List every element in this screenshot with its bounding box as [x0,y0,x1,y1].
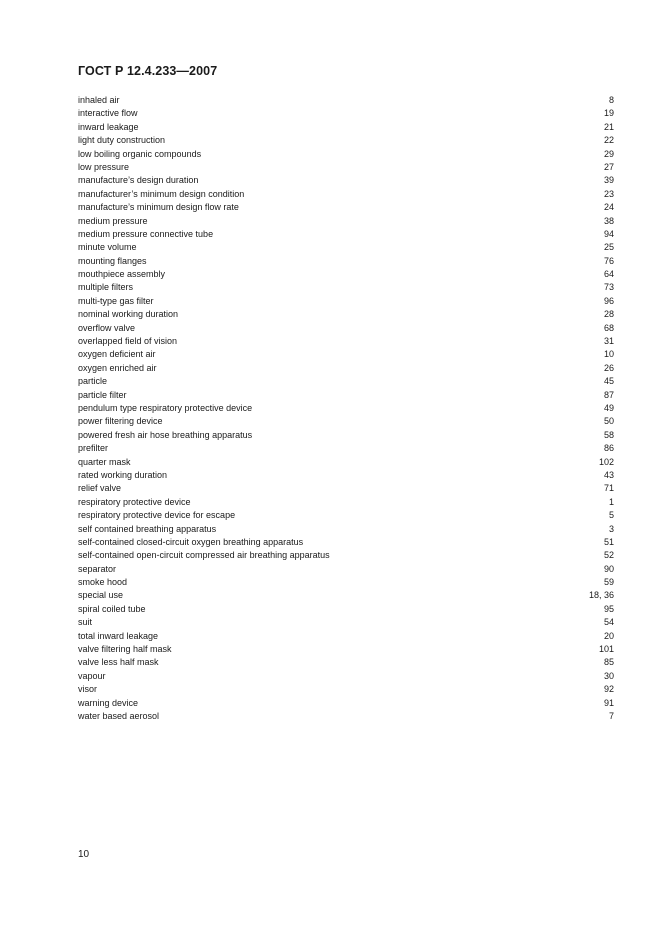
index-term: medium pressure [78,215,148,226]
index-term: mounting flanges [78,255,147,266]
index-entry [78,375,614,388]
index-term: inward leakage [78,121,139,132]
index-entry [78,643,614,656]
index-entry [78,523,614,536]
index-page-ref: 23 [603,188,614,199]
index-term: warning device [78,697,139,708]
index-page-ref: 58 [603,429,614,440]
index-page-ref: 38 [603,215,614,226]
index-page-ref: 43 [603,469,614,480]
page-number: 10 [78,849,90,860]
index-entry [78,415,614,428]
index-page-ref: 19 [603,108,614,119]
index-page-ref: 51 [603,536,614,547]
index-page-ref: 25 [603,242,614,253]
index-entry [78,348,614,361]
index-page-ref: 30 [603,670,614,681]
index-entry [78,616,614,629]
index-page-ref: 87 [603,389,614,400]
index-page-ref: 68 [603,322,614,333]
index-entry [78,295,614,308]
index-page-ref: 24 [603,202,614,213]
index-entry [78,161,614,174]
index-page-ref: 21 [603,121,614,132]
index-entry [78,241,614,254]
index-entry [78,188,614,201]
index-page-ref: 54 [603,617,614,628]
index-term: prefilter [78,443,109,454]
index-page-ref: 76 [603,255,614,266]
index-entry [78,389,614,402]
index-term: valve filtering half mask [78,644,172,655]
index-term: respiratory protective device [78,496,191,507]
index-entry [78,215,614,228]
index-term: powered fresh air hose breathing apparatus [78,429,253,440]
index-entry [78,201,614,214]
index-term: manufacturer’s minimum design condition [78,188,245,199]
index-page-ref: 27 [603,161,614,172]
index-term: nominal working duration [78,309,179,320]
index-term: vapour [78,670,106,681]
index-term: rated working duration [78,469,168,480]
index-term: mouthpiece assembly [78,269,166,280]
index-term: quarter mask [78,456,131,467]
index-page-ref: 96 [603,295,614,306]
index-entry [78,536,614,549]
index-page-ref: 5 [608,510,614,521]
index-page-ref: 50 [603,416,614,427]
index-entry [78,281,614,294]
index-page-ref: 10 [603,349,614,360]
index-entry [78,268,614,281]
index-entry [78,442,614,455]
index-term: self contained breathing apparatus [78,523,217,534]
index-page-ref: 52 [603,550,614,561]
index-term: minute volume [78,242,137,253]
index-term: visor [78,684,98,695]
index-page-ref: 73 [603,282,614,293]
index-page-ref: 85 [603,657,614,668]
index-term: manufacture’s design duration [78,175,199,186]
index-entry [78,576,614,589]
index-entry [78,429,614,442]
index-term: inhaled air [78,95,120,105]
index-entry [78,496,614,509]
index-entry [78,335,614,348]
index-page-ref: 95 [603,603,614,614]
term-index-list [78,94,614,723]
index-entry [78,603,614,616]
index-term: low pressure [78,161,130,172]
index-term: medium pressure connective tube [78,228,214,239]
document-header: ГОСТ Р 12.4.233—2007 [78,64,218,78]
index-term: oxygen enriched air [78,362,157,373]
index-term: manufacture’s minimum design flow rate [78,202,239,213]
index-page-ref: 94 [603,228,614,239]
index-page-ref: 59 [603,577,614,588]
index-entry [78,589,614,602]
index-page-ref: 71 [603,483,614,494]
index-page-ref: 102 [598,456,614,467]
index-term: respiratory protective device for escape [78,510,236,521]
index-page-ref: 45 [603,376,614,387]
index-entry [78,563,614,576]
index-entry [78,107,614,120]
index-page-ref: 91 [603,697,614,708]
index-term: particle [78,376,108,387]
index-term: power filtering device [78,416,163,427]
index-term: self-contained closed-circuit oxygen breathing apparatus [78,536,304,547]
index-page-ref: 92 [603,684,614,695]
index-entry [78,134,614,147]
index-entry [78,469,614,482]
index-term: multi-type gas filter [78,295,154,306]
index-entry [78,656,614,669]
index-term: light duty construction [78,135,166,146]
index-term: smoke hood [78,577,128,588]
index-term: special use [78,590,124,601]
index-page-ref: 18, 36 [588,590,614,601]
index-page-ref: 8 [608,95,614,105]
index-term: particle filter [78,389,127,400]
index-term: spiral coiled tube [78,603,146,614]
index-page-ref: 39 [603,175,614,186]
index-term: interactive flow [78,108,138,119]
index-term: total inward leakage [78,630,159,641]
index-page-ref: 22 [603,135,614,146]
index-page-ref: 49 [603,402,614,413]
index-page-ref: 29 [603,148,614,159]
index-term: overflow valve [78,322,136,333]
index-entry [78,670,614,683]
index-page-ref: 64 [603,269,614,280]
index-term: relief valve [78,483,122,494]
index-entry [78,482,614,495]
index-term: pendulum type respiratory protective device [78,402,253,413]
index-entry [78,228,614,241]
index-page-ref: 101 [598,644,614,655]
index-term: self-contained open-circuit compressed air breathing apparatus [78,550,330,561]
index-term: suit [78,617,93,628]
index-entry [78,683,614,696]
index-entry [78,148,614,161]
index-page-ref: 1 [608,496,614,507]
index-entry [78,630,614,643]
index-entry [78,174,614,187]
index-term: valve less half mask [78,657,159,668]
index-page-ref: 7 [608,710,614,721]
index-entry [78,322,614,335]
index-term: oxygen deficient air [78,349,156,360]
index-entry [78,362,614,375]
index-entry [78,402,614,415]
index-term: overlapped field of vision [78,336,178,347]
index-entry [78,94,614,107]
index-term: multiple filters [78,282,134,293]
index-entry [78,509,614,522]
index-entry [78,456,614,469]
index-term: water based aerosol [78,710,160,721]
index-entry [78,308,614,321]
index-entry [78,549,614,562]
index-entry [78,710,614,723]
index-term: separator [78,563,117,574]
index-entry [78,255,614,268]
index-page-ref: 90 [603,563,614,574]
index-page-ref: 31 [603,336,614,347]
index-page-ref: 86 [603,443,614,454]
index-page-ref: 3 [608,523,614,534]
index-entry [78,121,614,134]
index-term: low boiling organic compounds [78,148,202,159]
index-page-ref: 26 [603,362,614,373]
index-page-ref: 28 [603,309,614,320]
index-entry [78,697,614,710]
index-page-ref: 20 [603,630,614,641]
